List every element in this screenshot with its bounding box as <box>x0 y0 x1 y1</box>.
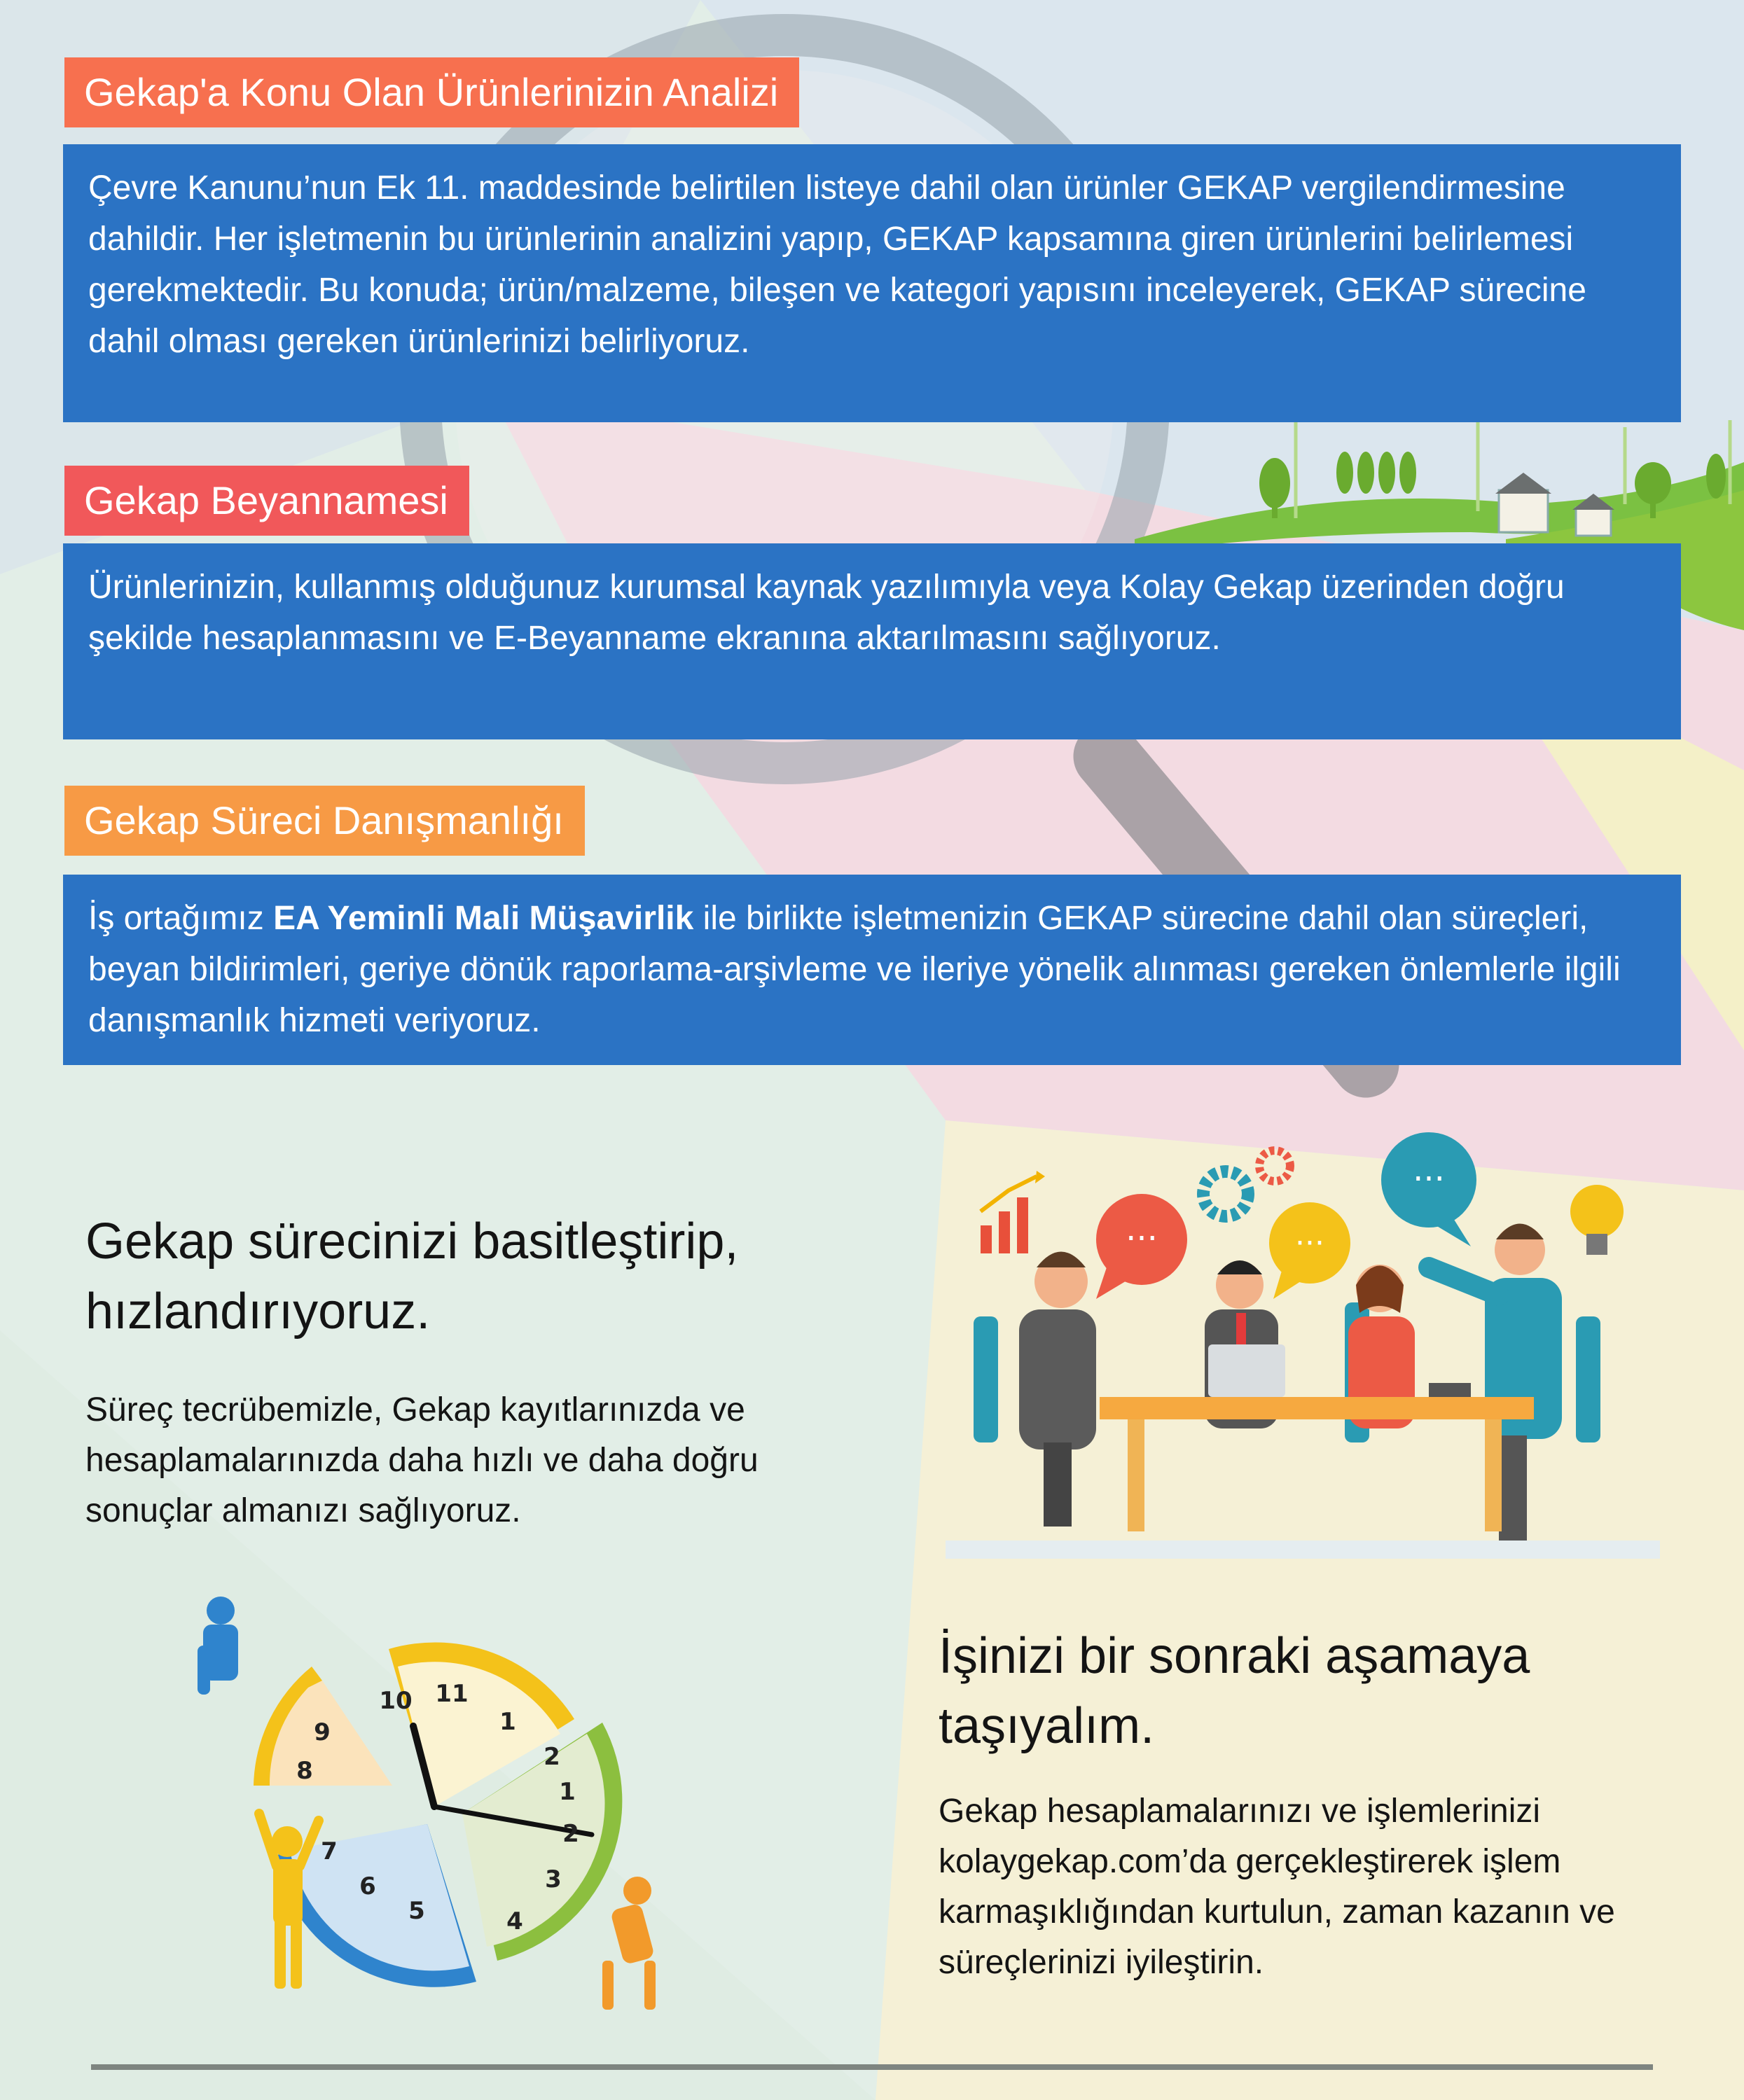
svg-text:5: 5 <box>408 1897 425 1925</box>
promo-title-next-step: İşinizi bir sonraki aşamaya taşıyalım. <box>939 1628 1530 1754</box>
promo-title-simplify: Gekap sürecinizi basitleştirip, hızlandırıyoruz. <box>85 1214 739 1340</box>
svg-text:6: 6 <box>359 1872 376 1900</box>
bar-chart-icon <box>981 1171 1045 1253</box>
lightbulb-icon <box>1570 1185 1624 1255</box>
svg-text:···: ··· <box>1126 1219 1158 1258</box>
svg-text:···: ··· <box>1413 1160 1445 1199</box>
figure-orange <box>602 1877 656 2010</box>
section-panel-declaration <box>63 543 1681 739</box>
svg-text:2: 2 <box>562 1820 579 1848</box>
svg-text:7: 7 <box>321 1837 338 1865</box>
section-text-analysis: Çevre Kanunu’nun Ek 11. maddesinde belirtilen listeye dahil olan ürünler GEKAP vergilendirmesine dahildir. Her işletmenin bu ürünlerinin analizini yapıp, GEKAP kapsamına giren ürünlerini belirlemesi gerekmektedir. Bu konuda; ürün/malzeme, bileşen ve kategori yapısını inceleyerek, GEKAP sürecine dahil olması gereken ürünlerinizi belirliyoruz. <box>88 169 1586 360</box>
section-heading-declaration: Gekap Beyannamesi <box>64 466 469 536</box>
section-panel-consulting <box>63 875 1681 1065</box>
meeting-team-illustration <box>939 1120 1667 1569</box>
partner-name: EA Yeminli Mali Müşavirlik <box>273 900 694 937</box>
promo-text-simplify: Süreç tecrübemizle, Gekap kayıtlarınızda ve hesaplamalarınızda daha hızlı ve daha doğru sonuçlar almanızı sağlıyoruz. <box>85 1391 759 1529</box>
section-text-consulting: İş ortağımız EA Yeminli Mali Müşavirlik ile birlikte işletmenizin GEKAP sürecine dahil olan süreçleri, beyan bildirimleri, geriye dönük raporlama-arşivleme ve ileriye yönelik alınması gereken önlemlerle ilgili danışmanlık hizmeti veriyoruz. <box>88 900 1621 1039</box>
gear-icon <box>1203 1150 1290 1216</box>
clock-puzzle-illustration <box>154 1583 714 2017</box>
svg-text:···: ··· <box>1295 1225 1324 1261</box>
svg-text:10: 10 <box>379 1687 413 1715</box>
section-panel-analysis <box>63 144 1681 422</box>
figure-blue <box>198 1597 238 1695</box>
svg-text:2: 2 <box>544 1743 560 1771</box>
section-text-declaration: Ürünlerinizin, kullanmış olduğunuz kurumsal kaynak yazılımıyla veya Kolay Gekap üzerinden doğru şekilde hesaplanmasını ve E-Beyanname ekranına aktarılmasını sağlıyoruz. <box>88 569 1565 657</box>
laptop-icon <box>1201 1344 1292 1404</box>
svg-text:1: 1 <box>499 1708 516 1736</box>
section-heading-analysis: Gekap'a Konu Olan Ürünlerinizin Analizi <box>64 57 799 127</box>
svg-text:8: 8 <box>296 1757 313 1785</box>
svg-text:4: 4 <box>506 1907 523 1935</box>
section-heading-consulting: Gekap Süreci Danışmanlığı <box>64 786 585 856</box>
footer-divider <box>91 2064 1653 2070</box>
svg-text:11: 11 <box>435 1680 469 1708</box>
promo-text-next-step: Gekap hesaplamalarınızı ve işlemlerinizi kolaygekap.com’da gerçekleştirerek işlem karmaşıklığından kurtulun, zaman kazanın ve süreçlerinizi iyileştirin. <box>939 1793 1615 1981</box>
svg-text:9: 9 <box>314 1718 331 1746</box>
svg-text:1: 1 <box>559 1778 576 1806</box>
svg-text:3: 3 <box>545 1865 562 1893</box>
